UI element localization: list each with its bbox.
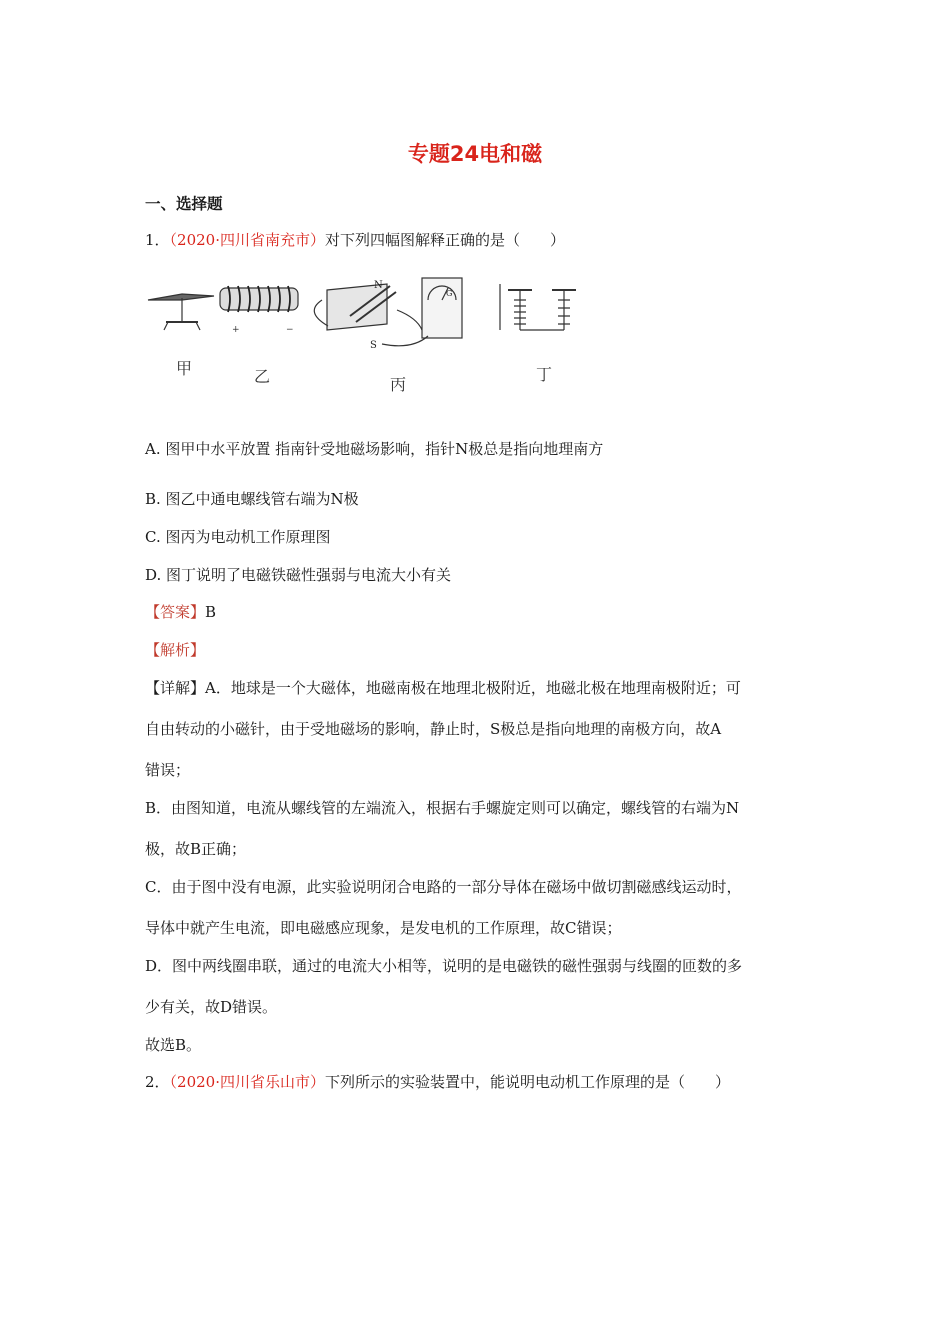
detail-line-2: 自由转动的小磁针，由于受地磁场的影响，静止时，S极总是指向地理的南极方向，故A — [145, 720, 722, 738]
answer-value: B — [205, 603, 217, 621]
figure-label-ding: 丁 — [536, 365, 553, 384]
option-c: C. 图丙为电动机工作原理图 — [145, 528, 331, 546]
question-number: 2． — [145, 1073, 170, 1091]
induction-diagram — [314, 278, 462, 351]
answer-tag: 【答案】 — [145, 603, 206, 621]
option-b: B. 图乙中通电螺线管右端为N极 — [145, 490, 359, 508]
section-heading: 一、选择题 — [145, 195, 223, 213]
detail-line-6: C．由于图中没有电源，此实验说明闭合电路的一部分导体在磁场中做切割磁感线运动时， — [145, 878, 742, 896]
option-a: A. 图甲中水平放置 指南针受地磁场影响，指针N极总是指向地理南方 — [145, 440, 604, 458]
question-2 — [145, 1071, 730, 1092]
svg-text:+: + — [232, 325, 240, 335]
detail-line-8: D．图中两线圈串联，通过的电流大小相等，说明的是电磁铁的磁性强弱与线圈的匝数的多 — [145, 957, 743, 975]
detail-line-7: 导体中就产生电流，即电磁感应现象，是发电机的工作原理，故C错误； — [145, 919, 622, 937]
detail-line-10: 故选B。 — [145, 1036, 202, 1054]
figure-label-yi: 乙 — [254, 367, 271, 386]
solenoid-diagram — [220, 286, 298, 335]
question-1-figure — [142, 260, 592, 395]
detail-line-3: 错误； — [145, 761, 191, 779]
question-stem: 对下列四幅图解释正确的是（ ） — [325, 231, 566, 249]
question-1 — [145, 229, 565, 250]
option-d: D. 图丁说明了电磁铁磁性强弱与电流大小有关 — [145, 566, 452, 584]
answer-line — [145, 601, 216, 622]
compass-diagram — [148, 294, 214, 330]
detail-tag: 【详解】 — [145, 679, 206, 697]
detail-line-9: 少有关，故D错误。 — [145, 998, 278, 1016]
svg-text:S: S — [370, 340, 377, 351]
question-source: （2020·四川省乐山市） — [169, 1073, 325, 1091]
question-number: 1． — [145, 231, 170, 249]
question-source: （2020·四川省南充市） — [169, 231, 325, 249]
page-title: 专题24电和磁 — [407, 142, 543, 166]
question-stem: 下列所示的实验装置中，能说明电动机工作原理的是（ ） — [325, 1073, 731, 1091]
detail-line-5: 极，故B正确； — [145, 840, 247, 858]
svg-text:N: N — [374, 280, 383, 291]
svg-text:G: G — [446, 289, 453, 298]
figure-drawing — [142, 260, 592, 395]
analysis-tag: 【解析】 — [145, 641, 206, 659]
figure-label-jia: 甲 — [176, 359, 193, 378]
detail-line-1: 【详解】A．地球是一个大磁体，地磁南极在地理北极附近，地磁北极在地理南极附近；可 — [145, 679, 741, 697]
detail-line-4: B．由图知道，电流从螺线管的左端流入，根据右手螺旋定则可以确定，螺线管的右端为N — [145, 799, 740, 817]
svg-text:−: − — [286, 325, 294, 335]
electromagnet-diagram — [500, 284, 576, 330]
figure-label-bing: 丙 — [390, 375, 407, 394]
